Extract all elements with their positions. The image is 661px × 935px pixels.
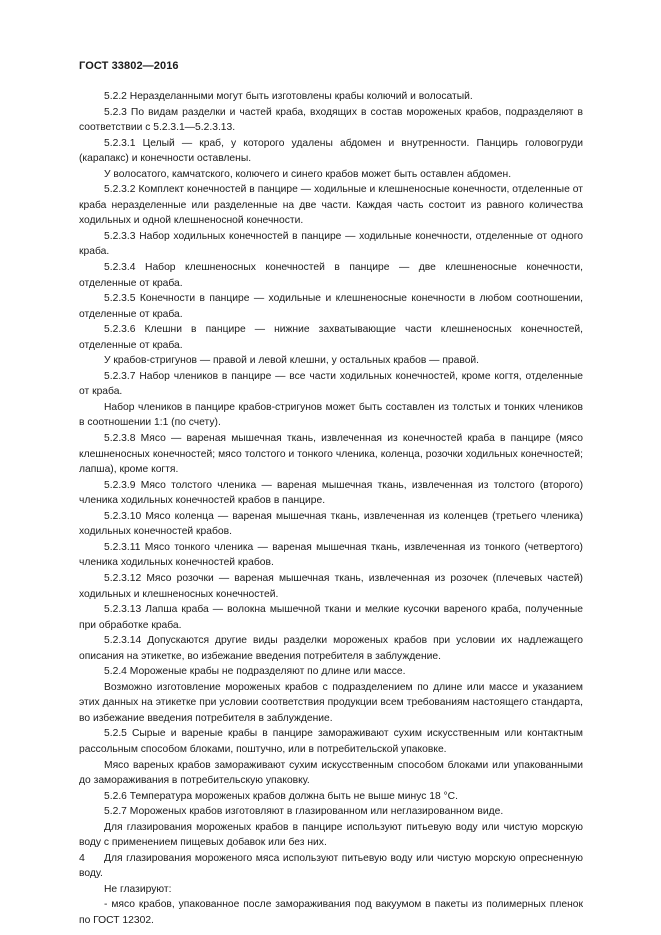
standard-header: ГОСТ 33802—2016 <box>79 60 179 72</box>
page-number: 4 <box>79 852 85 864</box>
paragraph: 5.2.3.3 Набор ходильных конечностей в панцире — ходильные конечности, отделенные от одного краба. <box>79 230 583 258</box>
paragraph: 5.2.3.13 Лапша краба — волокна мышечной ткани и мелкие кусочки вареного краба, полученные при обработке краба. <box>79 604 583 631</box>
paragraph: 5.2.3.11 Мясо тонкого членика — вареная мышечная ткань, извлеченная из тонкого (четвертого) членика ходильных конечностей крабов. <box>79 541 583 569</box>
paragraph: Мясо вареных крабов замораживают сухим искусственным способом блоками или упакованными до замораживания в потребительскую упаковку. <box>79 759 583 787</box>
paragraph: Для глазирования мороженого мяса используют питьевую воду или чистую морскую опресненную воду. <box>79 852 583 880</box>
paragraph: 5.2.3.7 Набор члеников в панцире — все части ходильных конечностей, кроме когтя, отделенные от краба. <box>79 370 583 398</box>
paragraph: У волосатого, камчатского, колючего и синего крабов может быть оставлен абдомен. <box>104 168 512 180</box>
document-body <box>79 89 583 929</box>
paragraph: 5.2.3.1 Целый — краб, у которого удалены абдомен и внутренности. Панцирь головогруди (карапакс) и конечности оставлены. <box>79 137 583 165</box>
paragraph: 5.2.6 Температура мороженых крабов должна быть не выше минус 18 °С. <box>104 790 458 802</box>
paragraph: 5.2.5 Сырые и вареные крабы в панцире замораживают сухим искусственным или контактным рассольным способом блоками, поштучно, или в потребительской упаковке. <box>79 728 583 755</box>
paragraph: Не глазируют: <box>104 883 172 895</box>
paragraph: У крабов-стригунов — правой и левой клешни, у остальных крабов — правой. <box>104 355 480 367</box>
paragraph: Возможно изготовление мороженых крабов с подразделением по длине или массе и указанием этих данных на этикетке при условии соответствия продукции всем требованиям настоящего стандарта, во избежание введения потребителя в заблуждение. <box>79 681 583 724</box>
paragraph: 5.2.3.8 Мясо — вареная мышечная ткань, извлеченная из конечностей краба в панцире (мясо клешненосных конечностей; мясо толстого и тонкого членика, коленца, розочки ходильных конечностей; лапша), кроме когтя. <box>79 433 583 476</box>
paragraph: 5.2.3.4 Набор клешненосных конечностей в панцире — две клешненосные конечности, отделенные от краба. <box>79 262 583 289</box>
paragraph: 5.2.3.12 Мясо розочки — вареная мышечная ткань, извлеченная из розочек (плечевых частей) ходильных и клешненосных конечностей. <box>79 572 583 600</box>
paragraph: 5.2.2 Неразделанными могут быть изготовлены крабы колючий и волосатый. <box>104 91 473 102</box>
paragraph: - мясо крабов, упакованное после замораживания под вакуумом в пакеты из полимерных пленок по ГОСТ 12302. <box>79 899 583 926</box>
paragraph: 5.2.4 Мороженые крабы не подразделяют по длине или массе. <box>104 666 406 678</box>
paragraph: 5.2.3.9 Мясо толстого членика — вареная мышечная ткань, извлеченная из толстого (второго) членика ходильных конечностей крабов в панцире. <box>79 479 583 507</box>
paragraph: 5.2.3 По видам разделки и частей краба, входящих в состав мороженых крабов, подразделяют в соответствии с 5.2.3.1—5.2.3.13. <box>79 106 583 134</box>
paragraph: 5.2.3.6 Клешни в панцире — нижние захватывающие части клешненосных конечностей, отделенные от краба. <box>79 324 583 351</box>
paragraph: 5.2.3.14 Допускаются другие виды разделки мороженых крабов при условии их надлежащего описания на этикетке, во избежание введения потребителя в заблуждение. <box>79 635 583 662</box>
paragraph: 5.2.3.2 Комплект конечностей в панцире — ходильные и клешненосные конечности, отделенные от краба неразделенные или разделенные на две части. Каждая часть состоит из равного количества ходильных и одной клешненосной конечности. <box>79 184 583 227</box>
paragraph: Набор члеников в панцире крабов-стригунов может быть составлен из толстых и тонких члеников в соотношении 1:1 (по счету). <box>79 401 583 429</box>
paragraph: 5.2.3.5 Конечности в панцире — ходильные и клешненосные конечности в любом соотношении, отделенные от краба. <box>79 293 583 320</box>
paragraph: Для глазирования мороженых крабов в панцире используют питьевую воду или чистую морскую воду с применением пищевых добавок или без них. <box>79 821 583 849</box>
paragraph: 5.2.7 Мороженых крабов изготовляют в глазированном или неглазированном виде. <box>104 806 504 818</box>
paragraph: 5.2.3.10 Мясо коленца — вареная мышечная ткань, извлеченная из коленцев (третьего членика) ходильных конечностей крабов. <box>79 510 583 538</box>
